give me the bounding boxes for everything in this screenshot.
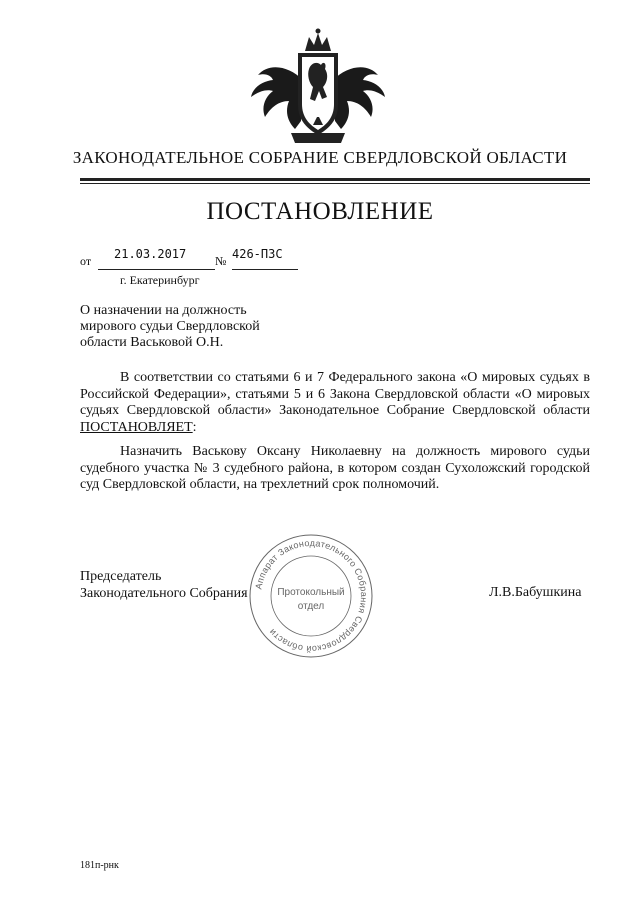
subject-line: области Васьковой О.Н. — [80, 335, 224, 350]
body-paragraph-2 — [80, 444, 590, 494]
subject-line: мирового судьи Свердловской — [80, 319, 260, 334]
document-code: 181п-рнк — [80, 860, 119, 871]
subject-line: О назначении на должность — [80, 303, 247, 318]
coat-of-arms-emblem — [243, 25, 393, 150]
city: г. Екатеринбург — [120, 273, 200, 287]
signatory-position — [80, 568, 248, 602]
document-subject — [80, 303, 260, 351]
document-title: ПОСТАНОВЛЕНИЕ — [206, 198, 434, 225]
organization-name: ЗАКОНОДАТЕЛЬНОЕ СОБРАНИЕ СВЕРДЛОВСКОЙ ОБЛАСТИ — [72, 148, 568, 167]
date-value: 21.03.2017 — [114, 247, 187, 261]
position-line: Законодательного Собрания — [80, 586, 248, 601]
seal-stamp — [248, 533, 374, 659]
seal-center-line1: Протокольный — [277, 587, 345, 598]
header-divider-thick — [80, 178, 590, 181]
signatory-name: Л.В.Бабушкина — [489, 585, 582, 600]
paragraph-punctuation: : — [192, 419, 197, 435]
paragraph-text: В соответствии со статьями 6 и 7 Федерального закона «О мировых судьях в Российской Федерации», статьями 5 и 6 Закона Свердловской области «О мировых судьях Свердловской области» Законодательное Собрание Свердловской области — [80, 370, 590, 418]
number-value: 426-ПЗС — [232, 247, 283, 261]
seal-center-line2: отдел — [297, 601, 325, 612]
date-prefix: от — [80, 254, 92, 268]
decree-keyword: ПОСТАНОВЛЯЕТ — [80, 419, 193, 435]
number-field — [232, 247, 298, 270]
paragraph-text: Назначить Васькову Оксану Николаевну на должность мирового судьи судебного участка № 3 судебного района, в котором создан Сухоложский городской суд Свердловской области, на трехлетний срок полномочий. — [80, 444, 590, 492]
body-paragraph-1 — [80, 370, 590, 436]
header-divider-thin — [80, 183, 590, 184]
date-field — [98, 247, 215, 270]
number-prefix: № — [215, 254, 227, 268]
seal-outer-text: Аппарат Законодательного Собрания Свердловской области — [253, 537, 370, 655]
position-line: Председатель — [80, 569, 162, 584]
